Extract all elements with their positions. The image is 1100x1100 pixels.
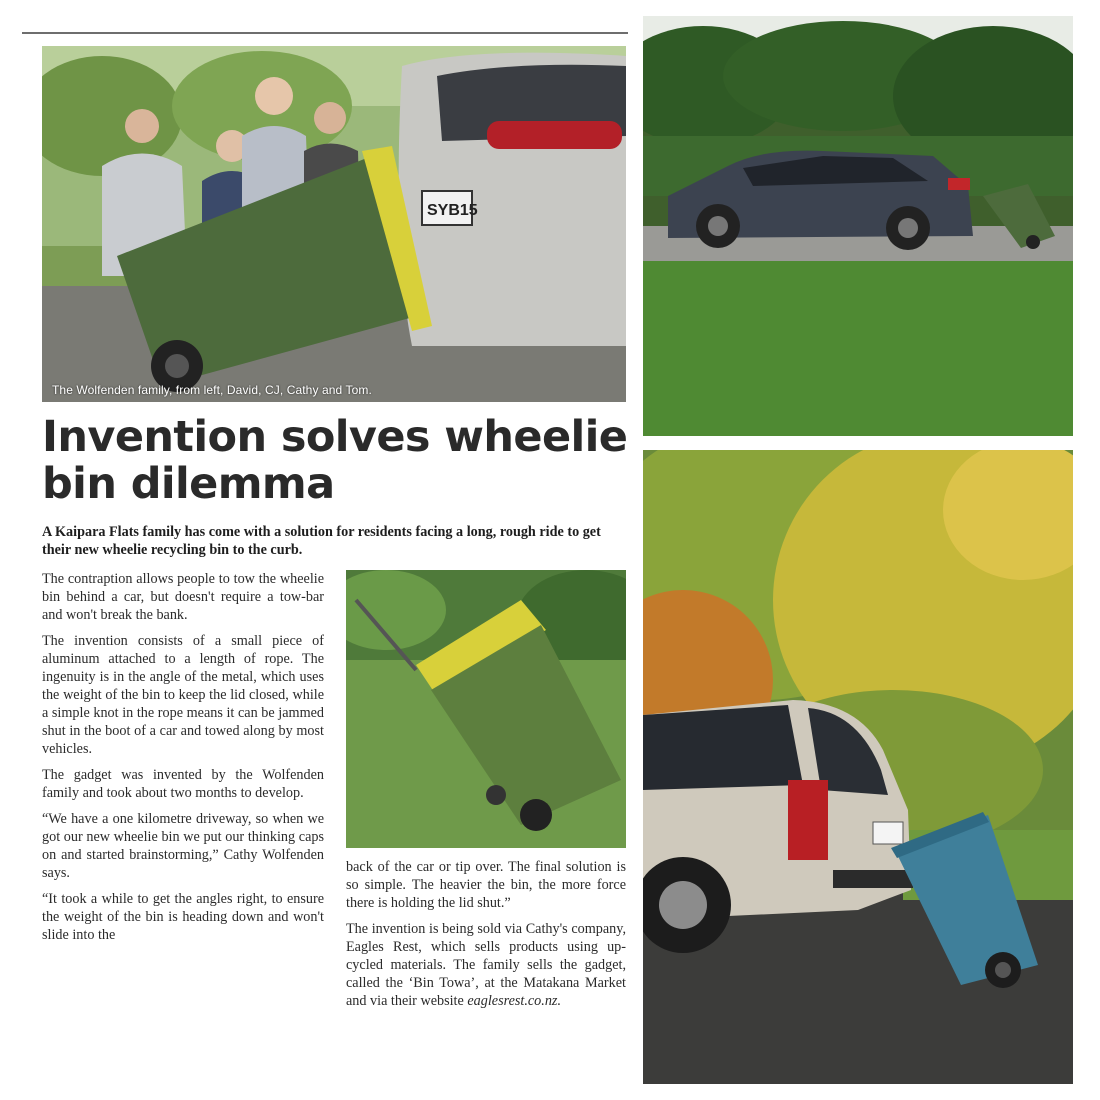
wagon-photo-illustration (643, 16, 1073, 436)
paragraph: “It took a while to get the angles right, to ensure the weight of the bin is heading down and won't slide into the (42, 891, 324, 943)
paragraph: The gadget was invented by the Wolfenden family and took about two months to develop. (42, 767, 324, 801)
number-plate: SYB15 (427, 202, 478, 219)
headline (42, 414, 628, 508)
suv-towing-blue-bin-photo (643, 450, 1073, 1084)
headline-line-1: Invention solves wheelie (42, 412, 628, 462)
headline-line-2: bin dilemma (42, 459, 335, 509)
paragraph: “We have a one kilometre driveway, so when we got our new wheelie bin we put our thinking caps on and started brainstorming,” Cathy Wolfenden says. (42, 811, 324, 881)
family-photo (42, 46, 626, 402)
newspaper-clipping (22, 18, 628, 1083)
article-column-1 (42, 570, 324, 952)
article-column-2 (346, 858, 626, 1018)
bin-photo (346, 570, 626, 848)
standfirst: A Kaipara Flats family has come with a solution for residents facing a long, rough ride to get their new wheelie recycling bin to the curb. (42, 524, 601, 558)
bin-photo-illustration (346, 570, 626, 848)
paragraph (346, 920, 626, 1010)
station-wagon-towing-bin-photo (643, 16, 1073, 436)
website-text: eaglesrest.co.nz. (467, 993, 561, 1009)
top-rule (22, 32, 628, 34)
photo-caption: The Wolfenden family, from left, David, CJ, Cathy and Tom. (52, 383, 372, 397)
paragraph: The invention consists of a small piece of aluminum attached to a length of rope. The ingenuity is in the angle of the metal, which uses the weight of the bin to keep the lid closed, while a simple knot in the rope means it can be jammed shut in the boot of a car and towed along by most vehicles. (42, 633, 324, 757)
paragraph: The contraption allows people to tow the wheelie bin behind a car, but doesn't require a tow-bar and won't break the bank. (42, 571, 324, 623)
paragraph-text: The invention is being sold via Cathy's company, Eagles Rest, which sells products using up-cycled materials. The family sells the gadget, called the ‘Bin Towa’, at the Matakana Market and via their website (346, 921, 626, 1009)
family-photo-illustration (42, 46, 626, 402)
paragraph: back of the car or tip over. The final solution is so simple. The heavier the bin, the more force there is holding the lid shut.” (346, 859, 626, 911)
suv-photo-illustration (643, 450, 1073, 1084)
